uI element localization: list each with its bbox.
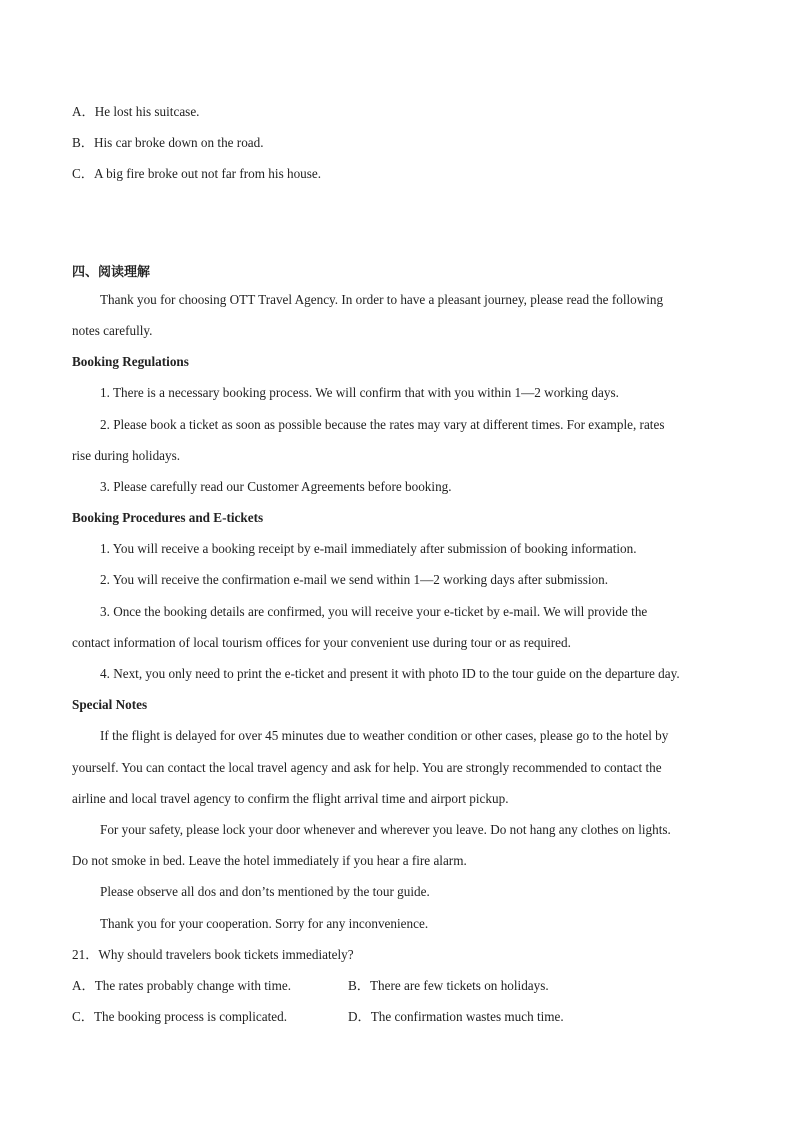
regulation-item-2-line-2: rise during holidays. <box>72 448 181 463</box>
special-notes-p1-line-2: yourself. You can contact the local travel agency and ask for help. You are strongly recommended to contact the <box>72 760 662 775</box>
procedure-item-4: 4. Next, you only need to print the e-ticket and present it with photo ID to the tour guide on the departure day. <box>100 666 680 681</box>
special-notes-p1-line-3: airline and local travel agency to confirm the flight arrival time and airport pickup. <box>72 791 509 806</box>
procedure-item-3-line-1: 3. Once the booking details are confirmed, you will receive your e-ticket by e-mail. We will provide the <box>100 604 648 619</box>
question-21-option-c[interactable]: C．The booking process is complicated. <box>72 1009 287 1024</box>
booking-regulations-heading: Booking Regulations <box>72 354 189 369</box>
section-title: 四、阅读理解 <box>72 265 151 280</box>
question-21-option-d[interactable]: D．The confirmation wastes much time. <box>348 1009 564 1024</box>
question-21-option-a[interactable]: A．The rates probably change with time. <box>72 978 291 993</box>
special-notes-p4: Thank you for your cooperation. Sorry for any inconvenience. <box>100 916 429 931</box>
special-notes-heading: Special Notes <box>72 697 148 712</box>
special-notes-p2-line-1: For your safety, please lock your door whenever and wherever you leave. Do not hang any clothes on lights. <box>100 822 671 837</box>
booking-procedures-heading: Booking Procedures and E-tickets <box>72 510 264 525</box>
intro-line-2: notes carefully. <box>72 323 153 338</box>
question-21-row-1 <box>72 978 549 994</box>
special-notes-p1-line-1: If the flight is delayed for over 45 minutes due to weather condition or other cases, please go to the hotel by <box>100 728 669 743</box>
intro-line-1: Thank you for choosing OTT Travel Agency. In order to have a pleasant journey, please read the following <box>100 292 664 307</box>
procedure-item-1: 1. You will receive a booking receipt by e-mail immediately after submission of booking information. <box>100 541 637 556</box>
regulation-item-1: 1. There is a necessary booking process. We will confirm that with you within 1—2 working days. <box>100 385 619 400</box>
prev-option-c: C．A big fire broke out not far from his house. <box>72 166 322 181</box>
procedure-item-3-line-2: contact information of local tourism offices for your convenient use during tour or as required. <box>72 635 571 650</box>
question-21-row-2 <box>72 1009 564 1025</box>
special-notes-p3: Please observe all dos and don’ts mentioned by the tour guide. <box>100 884 430 899</box>
question-21-option-b[interactable]: B．There are few tickets on holidays. <box>348 978 549 993</box>
regulation-item-2-line-1: 2. Please book a ticket as soon as possible because the rates may vary at different times. For example, rates <box>100 417 665 432</box>
prev-option-a: A．He lost his suitcase. <box>72 104 200 119</box>
procedure-item-2: 2. You will receive the confirmation e-mail we send within 1—2 working days after submission. <box>100 572 608 587</box>
special-notes-p2-line-2: Do not smoke in bed. Leave the hotel immediately if you hear a fire alarm. <box>72 853 467 868</box>
question-21-stem: 21．Why should travelers book tickets immediately? <box>72 947 354 962</box>
regulation-item-3: 3. Please carefully read our Customer Agreements before booking. <box>100 479 452 494</box>
prev-option-b: B．His car broke down on the road. <box>72 135 264 150</box>
